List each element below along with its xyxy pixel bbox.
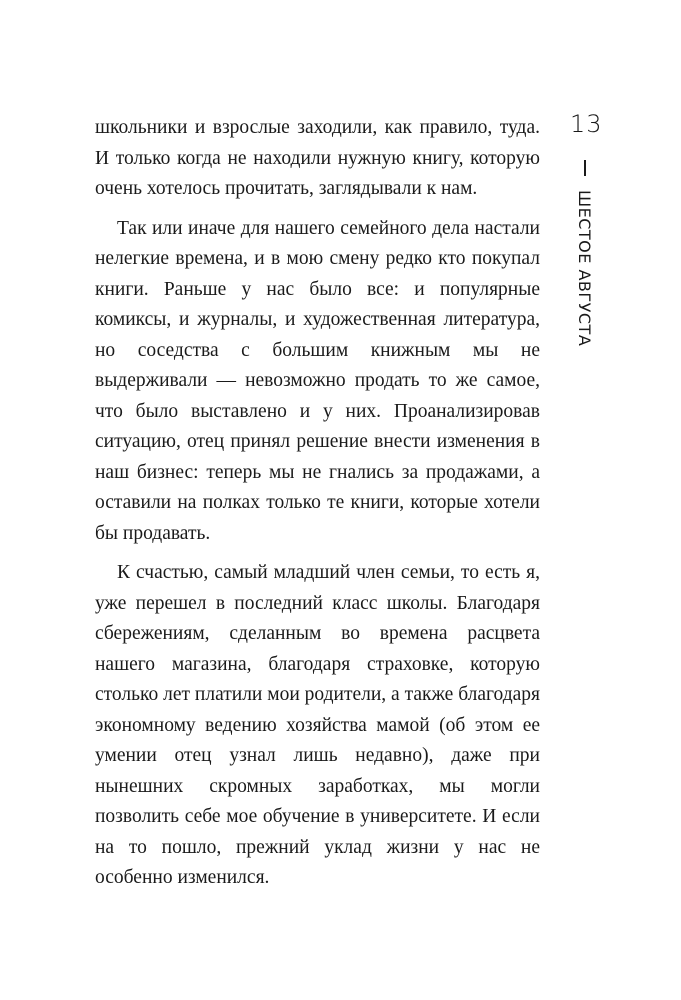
paragraph-2: Так или иначе для нашего семейного дела настали нелегкие времена, и в мою смену редко кто покупал книги. Раньше у нас было все: и популярные комиксы, и журналы, и художественная литература, но соседства с большим книжным мы не выдерживали — невозможно продать то же самое, что было выставлено и у них. Проанализировав ситуацию, отец принял решение внести изменения в наш бизнес: теперь мы не гнались за продажами, а оставили на полках только те книги, которые хотели бы продавать. [95,217,540,544]
page-number: 13 [570,110,603,138]
running-head: ШЕСТОЕ АВГУСТА [575,190,594,347]
page-body [95,113,540,894]
paragraph-3: К счастью, самый младший член семьи, то есть я, уже перешел в последний класс школы. Благодаря сбережениям, сделанным во времена расцвета нашего магазина, благодаря страховке, которую столько лет платили мои родители, а также благодаря экономному ведению хозяйства мамой (об этом ее умении отец узнал лишь недавно), даже при нынешних скромных заработках, мы могли позволить себе мое обучение в университете. И если на то пошло, прежний уклад жизни у нас не особенно изменился. [95,562,541,888]
separator-dash [584,160,586,176]
paragraph-1: школьники и взрослые заходили, как правило, туда. И только когда не находили нужную книгу, которую очень хотелось прочитать, заглядывали к нам. [95,117,540,199]
